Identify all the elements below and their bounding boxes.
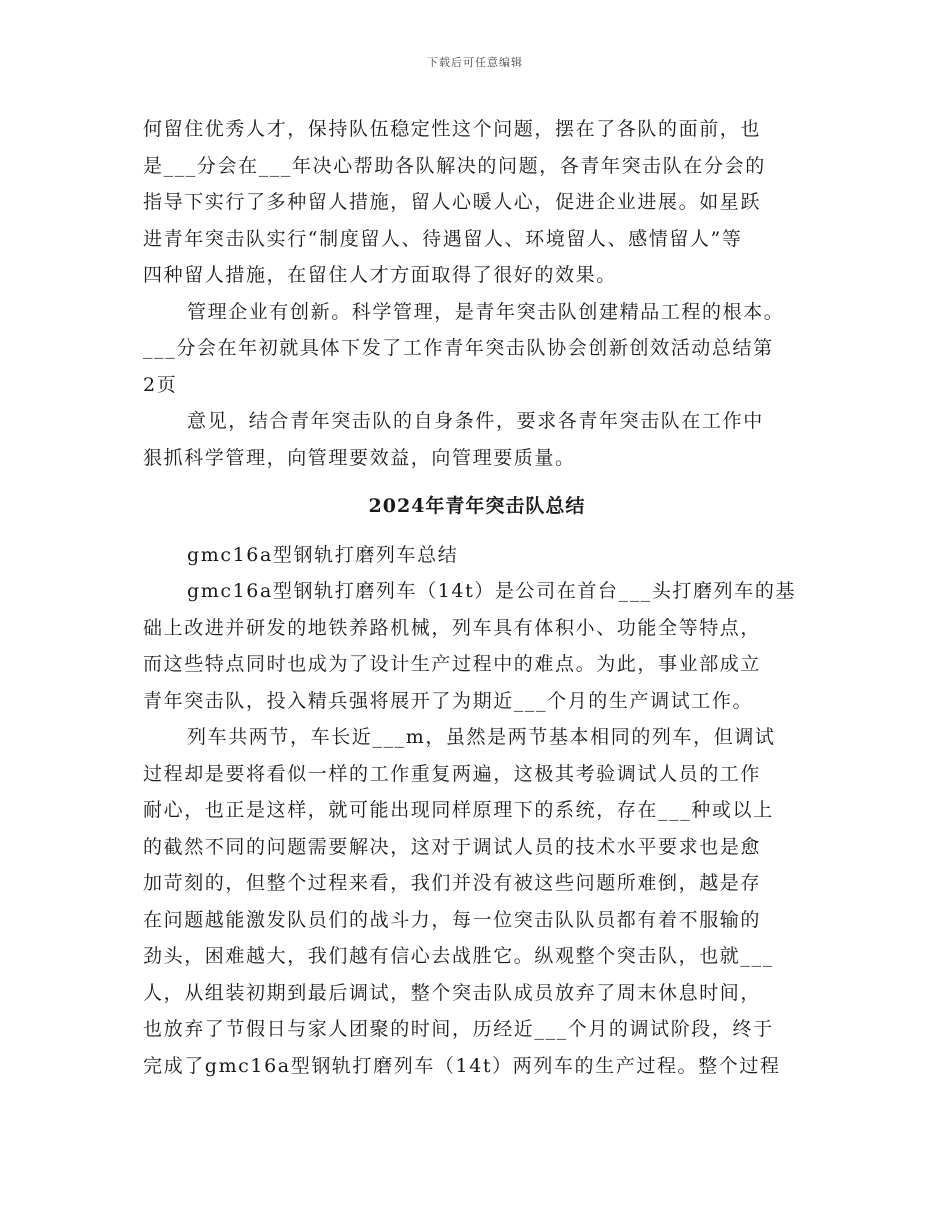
text-line: 的截然不同的问题需要解决，这对于调试人员的技术水平要求也是愈 — [143, 835, 762, 858]
text-line: 完成了gmc16a型钢轨打磨列车（14t）两列车的生产过程。整个过程 — [143, 1054, 781, 1077]
text-line: 耐心，也正是这样，就可能出现同样原理下的系统，存在___种或以上 — [143, 799, 774, 821]
text-line: 过程却是要将看似一样的工作重复两遍，这极其考验调试人员的工作 — [143, 762, 762, 785]
paragraph-train-intro — [143, 573, 811, 719]
document-title: 2024年青年突击队总结 — [368, 495, 586, 517]
text-line: gmc16a型钢轨打磨列车（14t）是公司在首台___头打磨列车的基 — [187, 580, 797, 602]
text-line: 也放弃了节假日与家人团聚的时间，历经近___个月的调试阶段，终于 — [143, 1018, 774, 1040]
text-line: 指导下实行了多种留人措施，留人心暖人心，促进企业进展。如星跃 — [143, 191, 762, 213]
text-line: 何留住优秀人才，保持队伍稳定性这个问题，摆在了各队的面前，也 — [143, 118, 762, 140]
text-line: 加苛刻的，但整个过程来看，我们并没有被这些问题所难倒，越是存 — [143, 872, 762, 894]
text-line: 进青年突击队实行“制度留人、待遇留人、环境留人、感情留人”等 — [143, 227, 743, 250]
text-line: 2页 — [143, 373, 178, 396]
text-line: gmc16a型钢轨打磨列车总结 — [187, 543, 459, 566]
paragraph-management-innovation — [143, 294, 811, 404]
text-line: 劲头，困难越大，我们越有信心去战胜它。纵观整个突击队，也就___ — [143, 945, 774, 967]
text-line: 管理企业有创新。科学管理，是青年突击队创建精品工程的根本。 — [187, 300, 785, 323]
text-line: 是___分会在___年决心帮助各队解决的问题，各青年突击队在分会的 — [143, 154, 766, 177]
paragraph-opinion — [143, 403, 811, 476]
document-body — [143, 111, 811, 1084]
text-line: ___分会在年初就具体下发了工作青年突击队协会创新创效活动总结第 — [143, 337, 774, 359]
page-header: 下载后可任意编辑 — [427, 56, 523, 69]
text-line: 础上改进并研发的地铁养路机械，列车具有体积小、功能全等特点， — [143, 616, 762, 639]
text-line: 青年突击队，投入精兵强将展开了为期近___个月的生产调试工作。 — [143, 689, 754, 712]
text-line: 人，从组装初期到最后调试，整个突击队成员放弃了周末休息时间， — [143, 981, 762, 1004]
text-line: 在问题越能激发队员们的战斗力，每一位突击队队员都有着不服输的 — [143, 908, 762, 931]
paragraph-talent-retention — [143, 111, 811, 294]
text-line: 而这些特点同时也成为了设计生产过程中的难点。为此，事业部成立 — [143, 653, 762, 675]
text-line: 意见，结合青年突击队的自身条件，要求各青年突击队在工作中 — [187, 410, 764, 432]
text-line: 列车共两节，车长近___m，虽然是两节基本相同的列车，但调试 — [187, 726, 776, 748]
paragraph-train-debugging — [143, 719, 811, 1084]
text-line: 四种留人措施，在留住人才方面取得了很好的效果。 — [143, 264, 617, 286]
paragraph-subtitle — [143, 537, 811, 574]
text-line: 狠抓科学管理，向管理要效益，向管理要质量。 — [143, 446, 576, 469]
